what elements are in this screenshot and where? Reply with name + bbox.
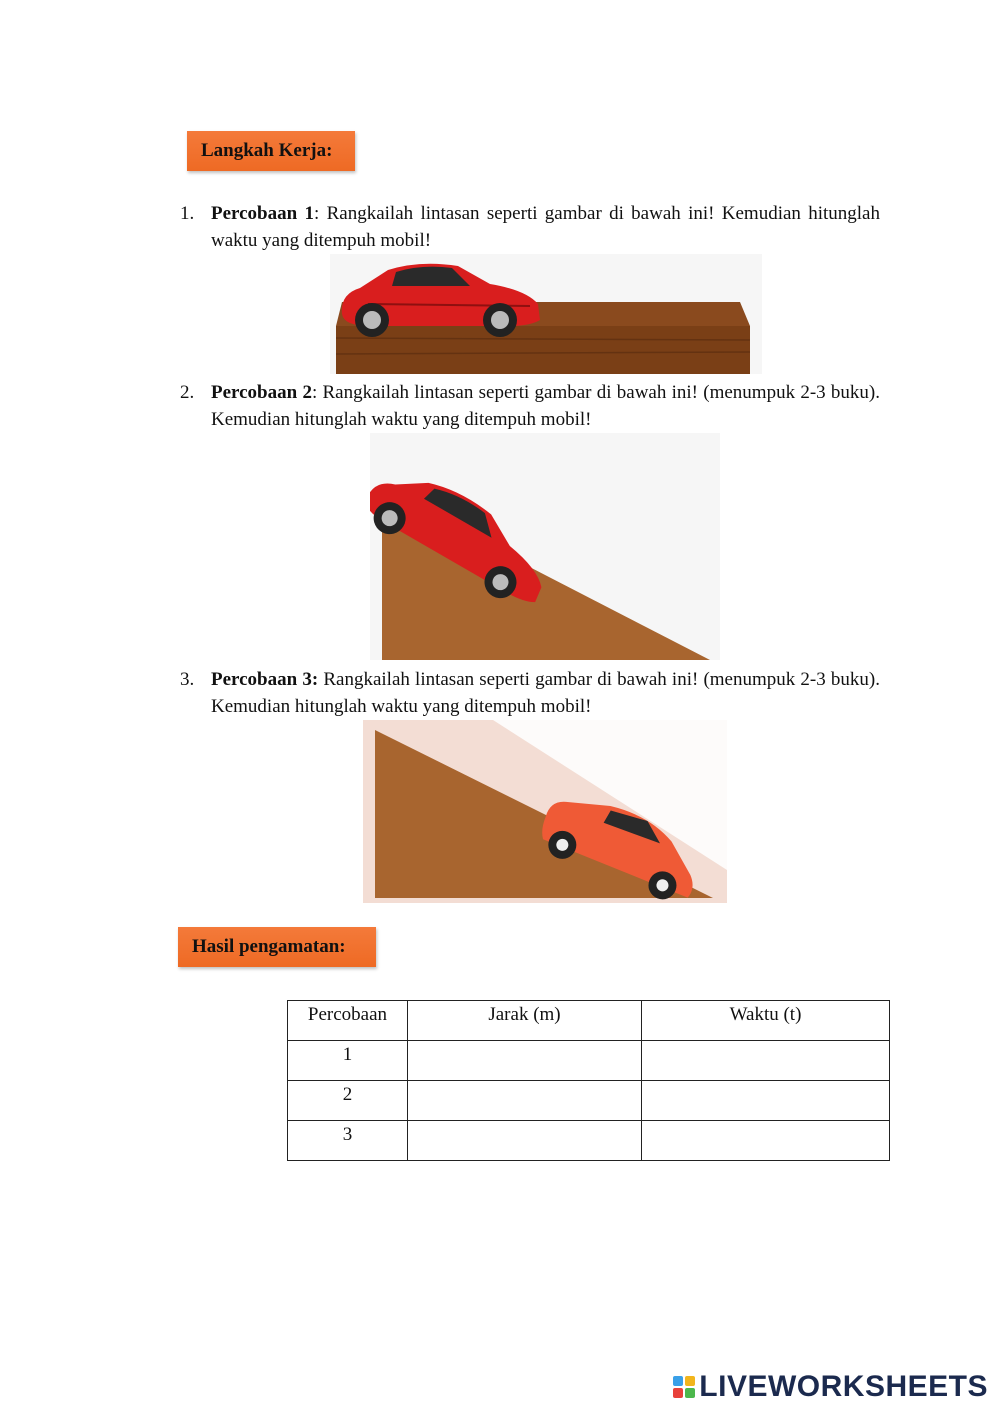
step-text: [211, 200, 880, 254]
liveworksheets-logo: [673, 1370, 988, 1404]
step-number: 2.: [180, 382, 195, 403]
hasil-pengamatan-banner: Hasil pengamatan:: [178, 927, 376, 967]
table-row: [288, 1081, 890, 1121]
step-2: [180, 379, 880, 433]
observation-table: [287, 1000, 890, 1161]
step-title: Percobaan 2: [211, 382, 312, 403]
step-body: Rangkailah lintasan seperti gambar di bawah ini! Kemudian hitunglah waktu yang ditempuh mobil!: [211, 203, 880, 251]
table-row: [288, 1041, 890, 1081]
step-text: [211, 666, 880, 720]
row-number: 2: [288, 1081, 408, 1121]
step-number: 3.: [180, 669, 195, 690]
jarak-cell[interactable]: [408, 1081, 642, 1121]
row-number: 3: [288, 1121, 408, 1161]
ramp-track-image-3: [363, 720, 727, 903]
header-percobaan: Percobaan: [288, 1001, 408, 1041]
waktu-cell[interactable]: [642, 1041, 890, 1081]
table-row: [288, 1121, 890, 1161]
waktu-cell[interactable]: [642, 1081, 890, 1121]
step-title: Percobaan 3:: [211, 669, 319, 690]
header-waktu: Waktu (t): [642, 1001, 890, 1041]
step-1: [180, 200, 880, 254]
ramp-track-image-2: [370, 433, 720, 660]
header-jarak: Jarak (m): [408, 1001, 642, 1041]
langkah-kerja-banner: Langkah Kerja:: [187, 131, 355, 171]
step-3: [180, 666, 880, 720]
table-header-row: [288, 1001, 890, 1041]
logo-grid-icon: [673, 1376, 695, 1398]
jarak-cell[interactable]: [408, 1121, 642, 1161]
step-separator: :: [311, 382, 318, 403]
waktu-cell[interactable]: [642, 1121, 890, 1161]
flat-track-image: [330, 254, 762, 374]
step-title: Percobaan 1: [211, 203, 315, 224]
step-separator: :: [314, 203, 320, 224]
step-number: 1.: [180, 203, 195, 224]
step-text: [211, 379, 880, 433]
jarak-cell[interactable]: [408, 1041, 642, 1081]
track-front: [336, 326, 750, 374]
step-body: Rangkailah lintasan seperti gambar di bawah ini! (menumpuk 2-3 buku). Kemudian hitunglah waktu yang ditempuh mobil!: [211, 669, 880, 717]
brand-name: LIVEWORKSHEETS: [699, 1370, 988, 1403]
step-body: Rangkailah lintasan seperti gambar di bawah ini! (menumpuk 2-3 buku). Kemudian hitunglah waktu yang ditempuh mobil!: [211, 382, 880, 430]
row-number: 1: [288, 1041, 408, 1081]
